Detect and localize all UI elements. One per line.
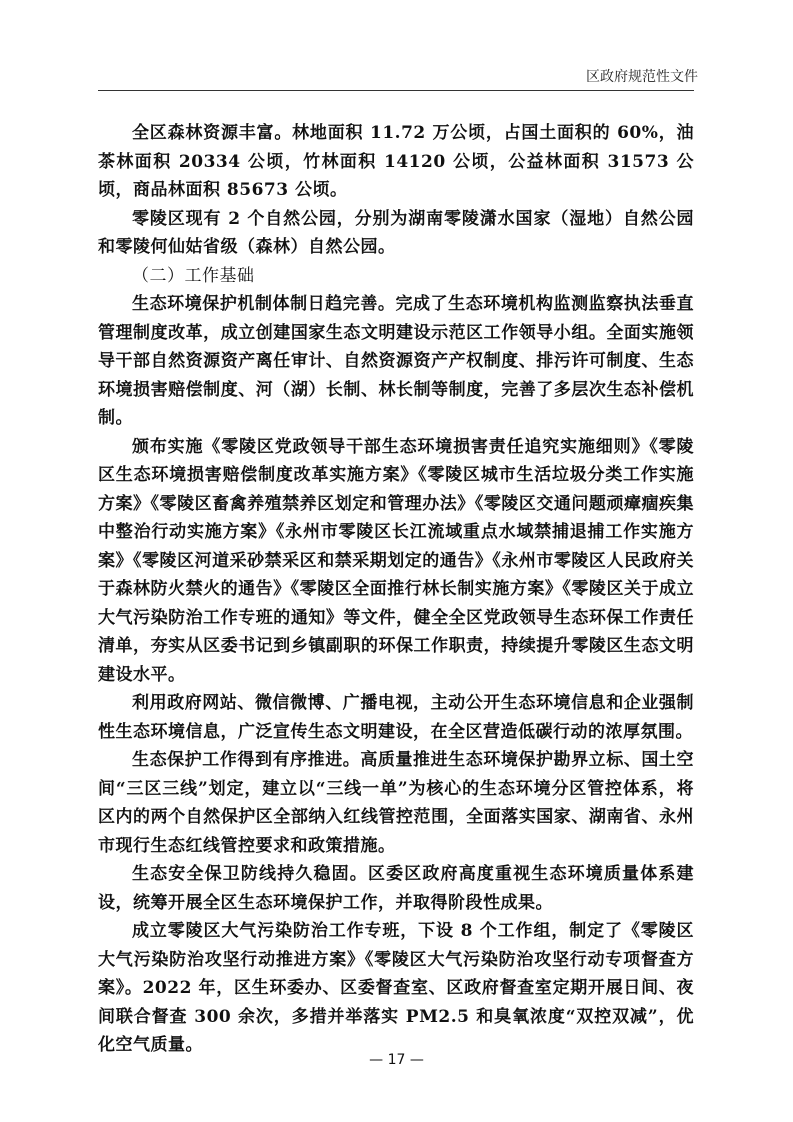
paragraph-forest-resources: 全区森林资源丰富。林地面积 11.72 万公顷，占国土面积的 60%，油茶林面积 20334 公顷，竹林面积 14120 公顷，公益林面积 31573 公顷，商品林面积 85673 公顷。 — [98, 123, 694, 200]
document-type-label: 区政府规范性文件 — [586, 69, 698, 85]
header-divider — [98, 90, 694, 91]
paragraph-nature-parks: 零陵区现有 2 个自然公园，分别为湖南零陵潇水国家（湿地）自然公园和零陵何仙姑省级（森林）自然公园。 — [98, 208, 694, 257]
page-number: — 17 — — [369, 1052, 424, 1068]
paragraph-publicity: 利用政府网站、微信微博、广播电视，主动公开生态环境信息和企业强制性生态环境信息，广泛宣传生态文明建设，在全区营造低碳行动的浓厚氛围。 — [98, 693, 694, 742]
paragraph-ecological-protection: 生态保护工作得到有序推进。高质量推进生态环境保护勘界立标、国土空间“三区三线”划定，建立以“三线一单”为核心的生态环境分区管控体系，将区内的两个自然保护区全部纳入红线管控范围，全面落实国家、湖南省、永州市现行生态红线管控要求和政策措施。 — [98, 750, 694, 856]
document-body — [98, 119, 694, 1060]
paragraph-mechanism: 生态环境保护机制体制日趋完善。完成了生态环境机构监测监察执法垂直管理制度改革，成立创建国家生态文明建设示范区工作领导小组。全面实施领导干部自然资源资产离任审计、自然资源资产产权制度、排污许可制度、生态环境损害赔偿制度、河（湖）长制、林长制等制度，完善了多层次生态补偿机制。 — [98, 294, 694, 428]
paragraph-ecological-security: 生态安全保卫防线持久稳固。区委区政府高度重视生态环境质量体系建设，统筹开展全区生态环境保护工作，并取得阶段性成果。 — [98, 864, 694, 913]
paragraph-air-pollution: 成立零陵区大气污染防治工作专班，下设 8 个工作组，制定了《零陵区大气污染防治攻坚行动推进方案》《零陵区大气污染防治攻坚行动专项督查方案》。2022 年，区生环委办、区委督查室、区政府督查室定期开展日间、夜间联合督查 300 余次，多措并举落实 PM2.5 和臭氧浓度“双控双减”，优化空气质量。 — [98, 921, 694, 1055]
section-heading-work-foundation: （二）工作基础 — [132, 265, 255, 286]
paragraph-regulations: 颁布实施《零陵区党政领导干部生态环境损害责任追究实施细则》《零陵区生态环境损害赔偿制度改革实施方案》《零陵区城市生活垃圾分类工作实施方案》《零陵区畜禽养殖禁养区划定和管理办法》《零陵区交通问题顽瘴痼疾集中整治行动实施方案》《永州市零陵区长江流域重点水域禁捕退捕工作实施方案》《零陵区河道采砂禁采区和禁采期划定的通告》《永州市零陵区人民政府关于森林防火禁火的通告》《零陵区全面推行林长制实施方案》《零陵区关于成立大气污染防治工作专班的通知》等文件，健全全区党政领导生态环保工作责任清单，夯实从区委书记到乡镇副职的环保工作职责，持续提升零陵区生态文明建设水平。 — [98, 436, 694, 685]
